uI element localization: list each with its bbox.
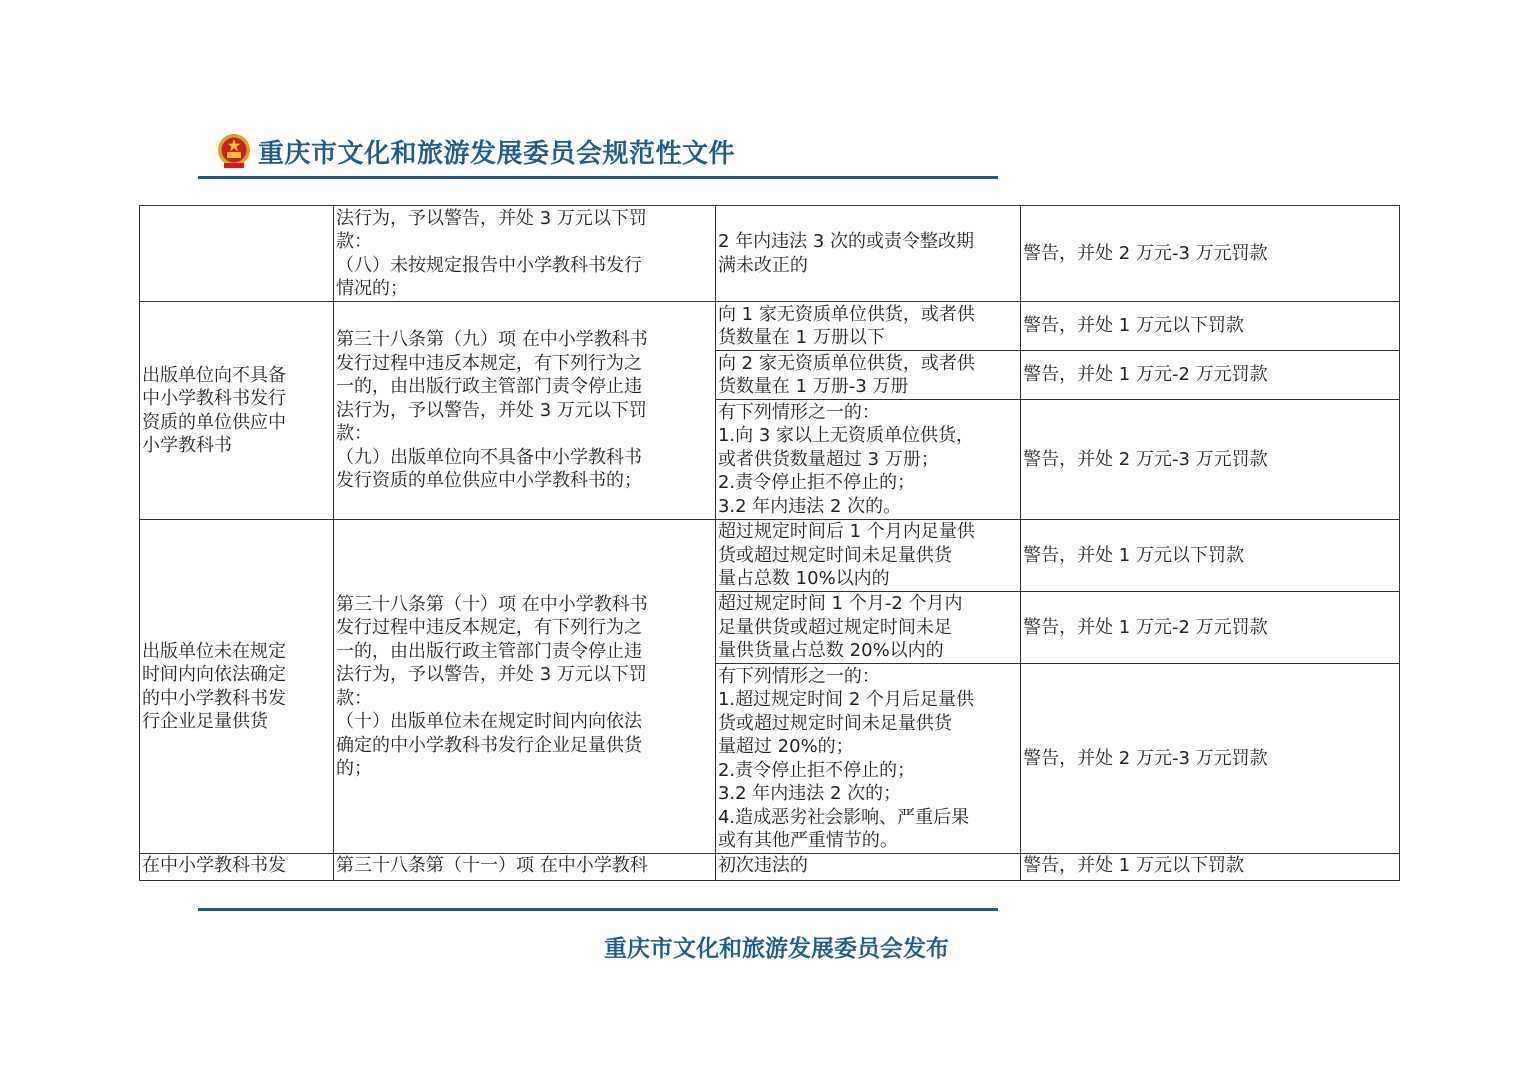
table-row xyxy=(140,520,1400,592)
circumstance-cell: 有下列情形之一的： 1.超过规定时间 2 个月后足量供 货或超过规定时间未足量供货 量超过 20%的； 2.责令停止拒不停止的； 3.2 年内违法 2 次的； 4.造成恶劣社会影响、严重后果 或有其他严重情节的。 xyxy=(715,664,1020,854)
table-row xyxy=(140,206,1400,302)
circumstance-cell: 2 年内违法 3 次的或责令整改期 满未改正的 xyxy=(715,206,1020,302)
document-header xyxy=(216,132,735,170)
header-rule xyxy=(198,176,998,179)
penalty-cell: 警告，并处 2 万元-3 万元罚款 xyxy=(1021,206,1400,302)
circumstance-cell: 向 2 家无资质单位供货，或者供 货数量在 1 万册-3 万册 xyxy=(715,351,1020,400)
penalty-cell: 警告，并处 1 万元以下罚款 xyxy=(1021,520,1400,592)
footer-rule xyxy=(198,908,998,911)
publisher-label: 重庆市文化和旅游发展委员会发布 xyxy=(604,935,949,962)
violation-cell: 出版单位未在规定 时间内向依法确定 的中小学教科书发 行企业足量供货 xyxy=(140,520,334,854)
penalty-cell: 警告，并处 1 万元以下罚款 xyxy=(1021,854,1400,881)
table-row xyxy=(140,854,1400,881)
penalty-standards-table xyxy=(139,205,1400,881)
penalty-cell: 警告，并处 1 万元以下罚款 xyxy=(1021,302,1400,351)
violation-cell: 出版单位向不具备 中小学教科书发行 资质的单位供应中 小学教科书 xyxy=(140,302,334,520)
violation-cell xyxy=(140,206,334,302)
penalty-cell: 警告，并处 2 万元-3 万元罚款 xyxy=(1021,664,1400,854)
circumstance-cell: 初次违法的 xyxy=(715,854,1020,881)
penalty-cell: 警告，并处 2 万元-3 万元罚款 xyxy=(1021,400,1400,520)
legal-basis-cell: 第三十八条第（十一）项 在中小学教科 xyxy=(334,854,716,881)
circumstance-cell: 超过规定时间 1 个月-2 个月内 足量供货或超过规定时间未足 量供货量占总数 20%以内的 xyxy=(715,592,1020,664)
document-title: 重庆市文化和旅游发展委员会规范性文件 xyxy=(258,138,736,169)
national-emblem-icon xyxy=(216,132,252,170)
circumstance-cell: 超过规定时间后 1 个月内足量供 货或超过规定时间未足量供货 量占总数 10%以内的 xyxy=(715,520,1020,592)
violation-cell: 在中小学教科书发 xyxy=(140,854,334,881)
penalty-cell: 警告，并处 1 万元-2 万元罚款 xyxy=(1021,592,1400,664)
table-row xyxy=(140,302,1400,351)
circumstance-cell: 有下列情形之一的： 1.向 3 家以上无资质单位供货， 或者供货数量超过 3 万册； 2.责令停止拒不停止的； 3.2 年内违法 2 次的。 xyxy=(715,400,1020,520)
penalty-cell: 警告，并处 1 万元-2 万元罚款 xyxy=(1021,351,1400,400)
legal-basis-cell: 第三十八条第（九）项 在中小学教科书 发行过程中违反本规定，有下列行为之 一的，由出版行政主管部门责令停止违 法行为，予以警告，并处 3 万元以下罚 款： （九）出版单位向不具备中小学教科书 发行资质的单位供应中小学教科书的； xyxy=(334,302,716,520)
legal-basis-cell: 法行为，予以警告，并处 3 万元以下罚 款： （八）未按规定报告中小学教科书发行 情况的； xyxy=(334,206,716,302)
legal-basis-cell: 第三十八条第（十）项 在中小学教科书 发行过程中违反本规定，有下列行为之 一的，由出版行政主管部门责令停止违 法行为，予以警告，并处 3 万元以下罚 款： （十）出版单位未在规定时间内向依法 确定的中小学教科书发行企业足量供货 的； xyxy=(334,520,716,854)
circumstance-cell: 向 1 家无资质单位供货，或者供 货数量在 1 万册以下 xyxy=(715,302,1020,351)
